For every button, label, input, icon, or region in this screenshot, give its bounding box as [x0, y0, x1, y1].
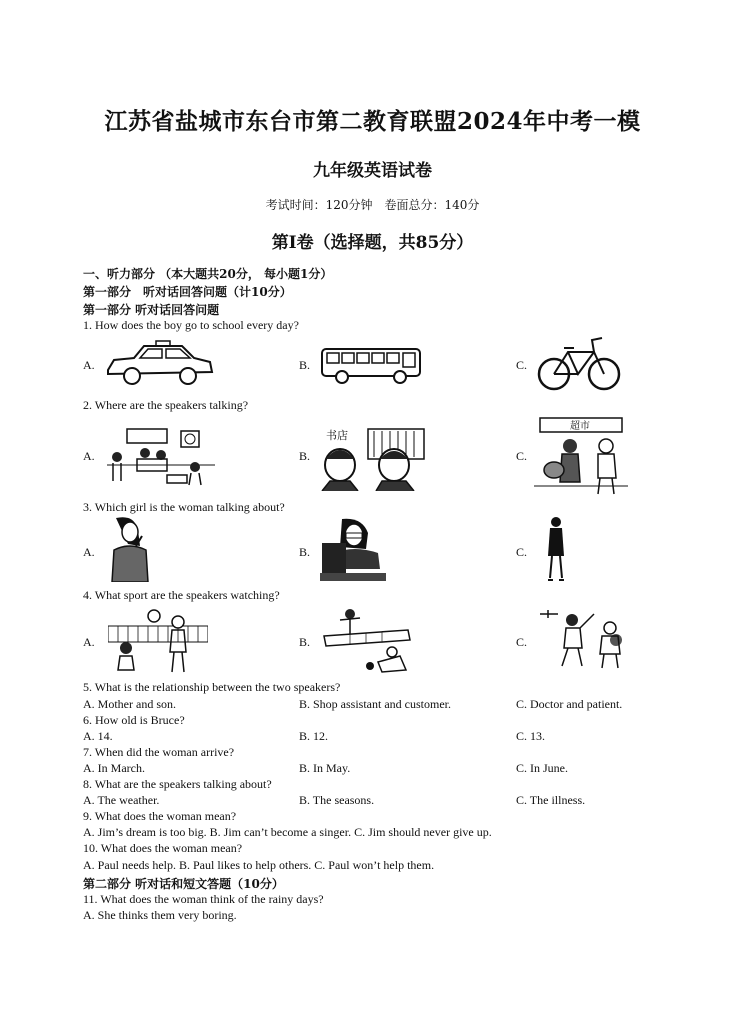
q3-option-b-label: B.: [299, 545, 311, 559]
question-4: 4. What sport are the speakers watching?: [83, 588, 280, 602]
woman-at-computer-picture: [320, 517, 388, 583]
q2-option-b-label: B.: [299, 449, 311, 463]
q8-option-b: B. The seasons.: [299, 793, 375, 807]
q5-option-c: C. Doctor and patient.: [516, 697, 623, 711]
q6-option-a: A. 14.: [83, 729, 113, 743]
page-subtitle: 九年级英语试卷: [313, 161, 432, 181]
q7-option-c: C. In June.: [516, 761, 568, 775]
q6-option-c: C. 13.: [516, 729, 546, 743]
supermarket-sign: 超市: [570, 421, 590, 432]
bus-picture: [320, 347, 423, 385]
basketball-picture: [538, 610, 630, 670]
part1-heading: 一、听力部分 （本大题共20分， 每小题1分）: [83, 267, 333, 281]
q7-option-a: A. In March.: [83, 761, 145, 775]
q6-option-b: B. 12.: [299, 729, 329, 743]
q9-options: A. Jim’s dream is too big. B. Jim can’t become a singer. C. Jim should never give up.: [83, 825, 492, 839]
q1-option-a-label: A.: [83, 358, 95, 372]
slim-girl-picture: [544, 516, 568, 584]
bookstore-sign: 书店: [326, 429, 348, 442]
q1-option-c-label: C.: [516, 358, 528, 372]
question-9: 9. What does the woman mean?: [83, 809, 237, 823]
bookstore-picture: [318, 427, 426, 491]
q7-option-b: B. In May.: [299, 761, 351, 775]
q2-option-c-label: C.: [516, 449, 528, 463]
question-8: 8. What are the speakers talking about?: [83, 777, 272, 791]
question-7: 7. When did the woman arrive?: [83, 745, 235, 759]
q5-option-a: A. Mother and son.: [83, 697, 176, 711]
part1-sub-heading: 第一部分 听对话回答问题（计10分）: [83, 285, 292, 299]
section-heading: 第Ⅰ卷（选择题，共85分）: [271, 233, 474, 253]
question-6: 6. How old is Bruce?: [83, 713, 185, 727]
taxi-picture: [104, 340, 216, 386]
q10-options: A. Paul needs help. B. Paul likes to help others. C. Paul won’t help them.: [83, 858, 435, 872]
question-2: 2. Where are the speakers talking?: [83, 398, 249, 412]
q4-option-a-label: A.: [83, 635, 95, 649]
part2-heading: 第二部分 听对话和短文答题（10分）: [83, 877, 284, 891]
classroom-picture: [107, 425, 215, 487]
question-3: 3. Which girl is the woman talking about?: [83, 500, 285, 514]
supermarket-picture: [532, 416, 630, 496]
q8-option-a: A. The weather.: [83, 793, 160, 807]
question-1: 1. How does the boy go to school every day?: [83, 318, 299, 332]
q8-option-c: C. The illness.: [516, 793, 586, 807]
q1-option-b-label: B.: [299, 358, 311, 372]
page-title: 江苏省盐城市东台市第二教育联盟2024年中考一模: [104, 108, 641, 135]
question-5: 5. What is the relationship between the two speakers?: [83, 680, 341, 694]
q4-option-c-label: C.: [516, 635, 528, 649]
q3-option-a-label: A.: [83, 545, 95, 559]
table-tennis-picture: [320, 606, 412, 676]
bicycle-picture: [536, 334, 622, 392]
q5-option-b: B. Shop assistant and customer.: [299, 697, 451, 711]
q2-option-a-label: A.: [83, 449, 95, 463]
q3-option-c-label: C.: [516, 545, 528, 559]
exam-info: 考试时间：120分钟 卷面总分：140分: [265, 198, 480, 212]
volleyball-picture: [108, 608, 208, 676]
question-10: 10. What does the woman mean?: [83, 841, 243, 855]
question-11: 11. What does the woman think of the rainy days?: [83, 892, 324, 906]
q4-option-b-label: B.: [299, 635, 311, 649]
girl-long-hair-picture: [106, 516, 154, 582]
part1-sub-heading-repeat: 第一部分 听对话回答问题: [83, 303, 220, 317]
q11-option-a: A. She thinks them very boring.: [83, 908, 237, 922]
